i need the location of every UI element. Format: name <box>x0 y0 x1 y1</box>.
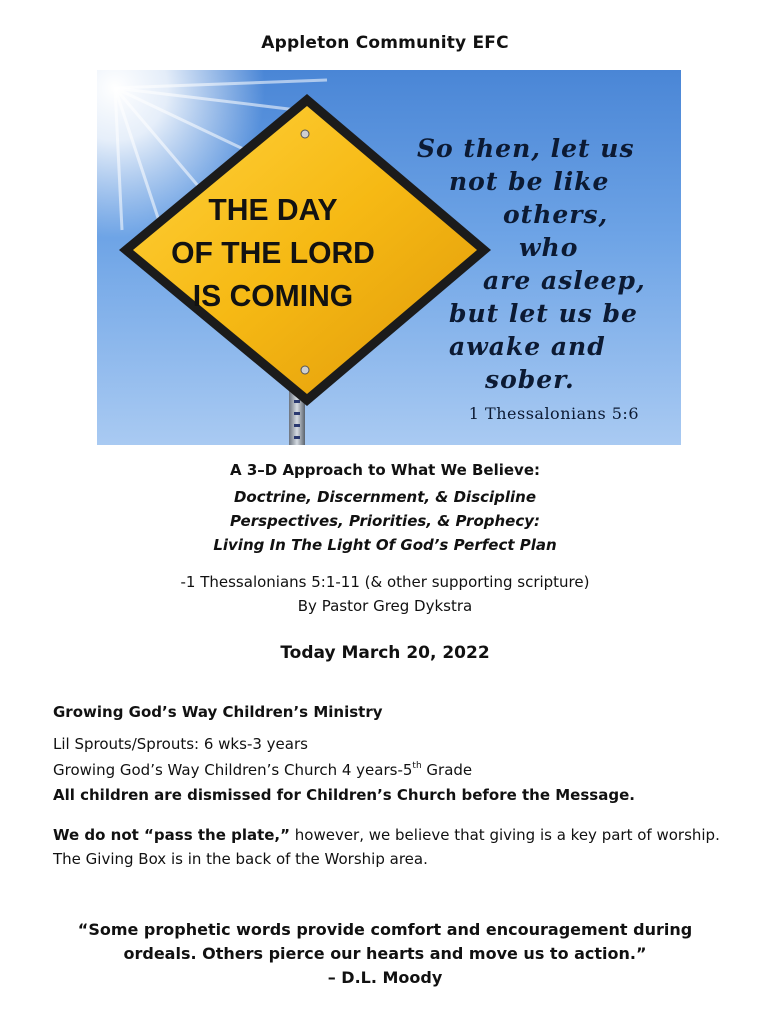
ministry-line: Lil Sprouts/Sprouts: 6 wks-3 years <box>53 735 308 753</box>
verse-line: not be like <box>449 167 610 196</box>
scripture-reference: -1 Thessalonians 5:1-11 (& other supporting scripture) <box>180 573 590 591</box>
sermon-author: By Pastor Greg Dykstra <box>297 597 473 615</box>
verse-line: sober. <box>485 365 575 394</box>
series-line: Doctrine, Discernment, & Discipline <box>233 488 537 506</box>
quote-line: “Some prophetic words provide comfort and encouragement during <box>77 920 693 939</box>
verse-line: but let us be <box>449 299 638 328</box>
scripture-block <box>0 570 770 618</box>
sign-bolt-bottom <box>301 366 309 374</box>
sign-text <box>157 188 390 317</box>
verse-line: others, <box>503 200 609 229</box>
giving-bold: We do not “pass the plate,” <box>53 826 290 844</box>
ministry-line-text: Growing God’s Way Children’s Church 4 years-5 <box>53 761 413 779</box>
verse-line: So then, let us <box>417 134 635 163</box>
sign-bolt-top <box>301 130 309 138</box>
ministry-details <box>53 733 743 782</box>
verse-line: awake and <box>449 332 606 361</box>
sign-line: IS COMING <box>192 278 354 313</box>
ordinal-suffix: th <box>412 761 422 771</box>
ministry-line-text: Grade <box>421 761 473 779</box>
ministry-line <box>53 756 743 782</box>
sign-line: THE DAY <box>208 192 338 227</box>
quote-attribution: – D.L. Moody <box>327 968 443 987</box>
verse-reference: 1 Thessalonians 5:6 <box>468 404 639 423</box>
dismissal-note: All children are dismissed for Children’s Church before the Message. <box>53 786 635 804</box>
series-line: Perspectives, Priorities, & Prophecy: <box>229 512 541 530</box>
sign-line: OF THE LORD <box>171 235 375 270</box>
service-date: Today March 20, 2022 <box>280 643 490 663</box>
verse-line: are asleep, <box>483 266 646 295</box>
ministry-title: Growing God’s Way Children’s Ministry <box>53 703 383 721</box>
verse-text <box>397 132 667 396</box>
series-lines <box>0 485 770 557</box>
series-line: Living In The Light Of God’s Perfect Plan <box>213 536 557 554</box>
giving-text: however, we believe that giving is a key part of worship. The Giving Box is in the back of the Worship area. <box>53 826 720 868</box>
verse-line: who <box>519 233 579 262</box>
quote-block <box>0 918 770 990</box>
hero-image <box>97 70 681 445</box>
giving-note <box>53 823 743 871</box>
church-name: Appleton Community EFC <box>261 33 509 53</box>
series-title: A 3–D Approach to What We Believe: <box>230 461 540 479</box>
quote-line: ordeals. Others pierce our hearts and move us to action.” <box>123 944 647 963</box>
